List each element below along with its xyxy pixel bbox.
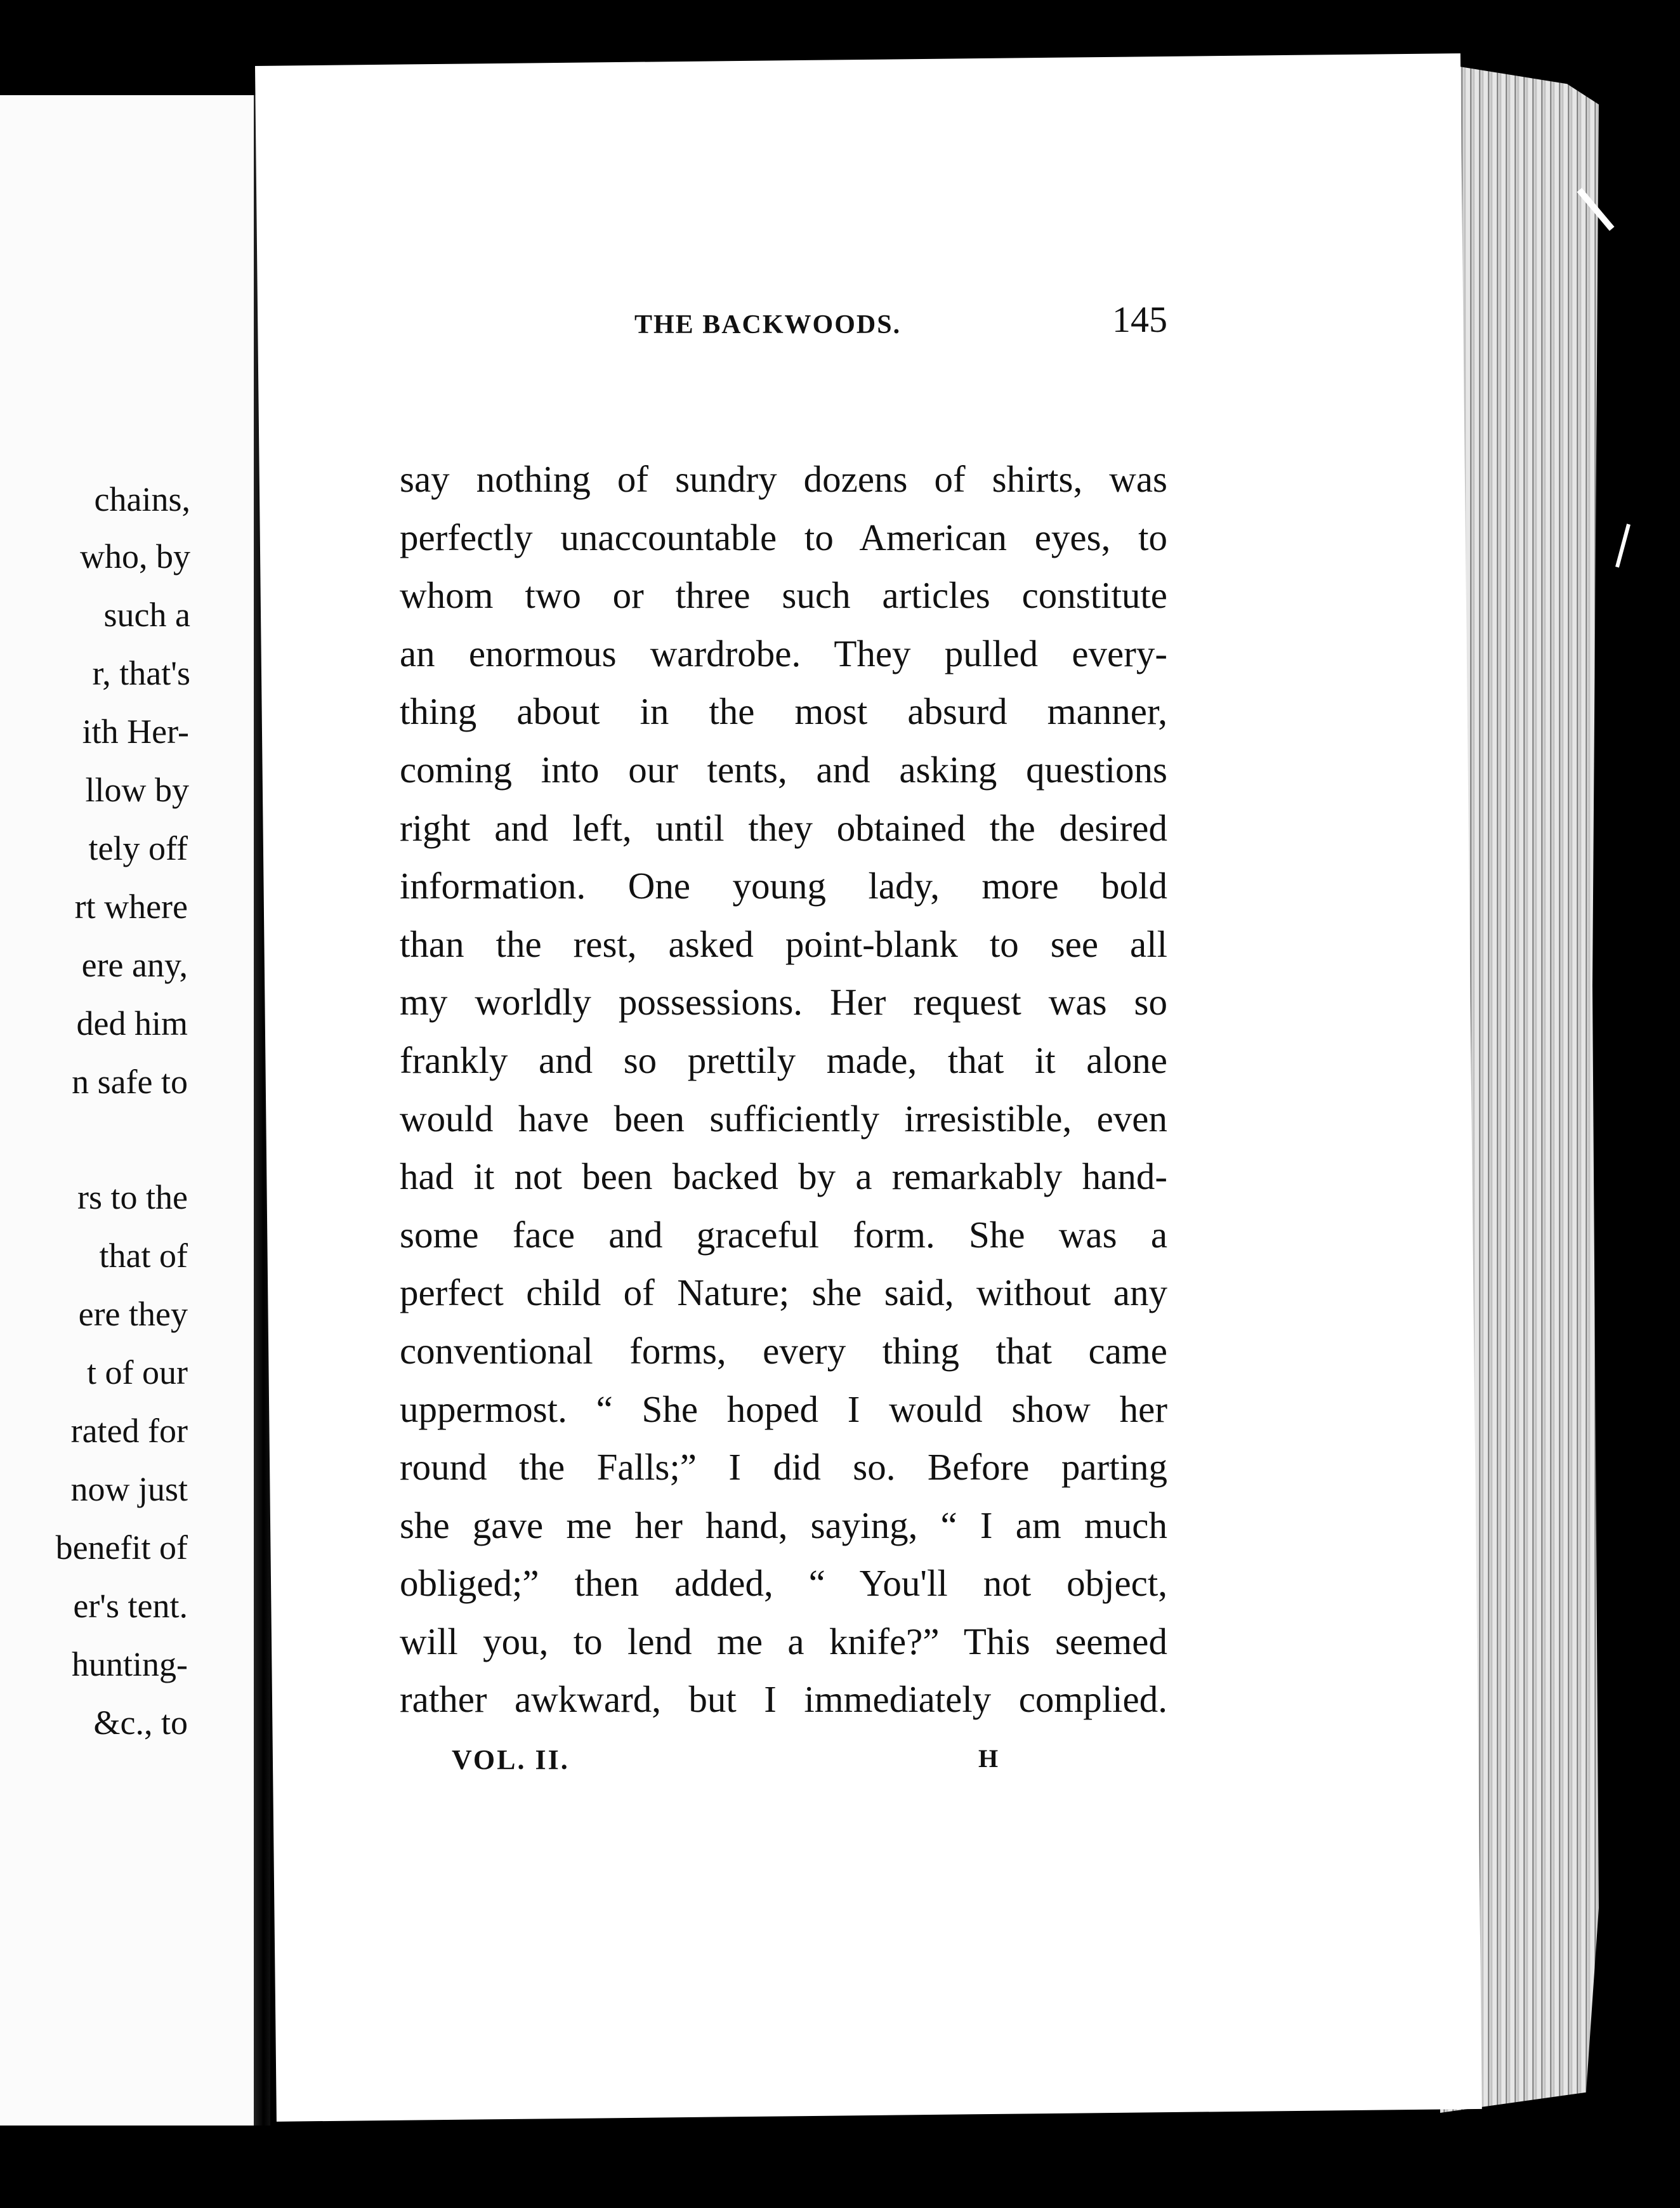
text-line: conventional forms, every thing that came (400, 1329, 1167, 1372)
text-line: frankly and so prettily made, that it alone (400, 1039, 1167, 1081)
text-line: my worldly possessions. Her request was so (400, 981, 1167, 1023)
page-footer (452, 1744, 1023, 1782)
facing-line: ere any, (81, 946, 188, 984)
gathering-mark: H (978, 1744, 999, 1773)
page-number: 145 (1112, 299, 1167, 340)
facing-line: that of (99, 1237, 188, 1275)
facing-line: r, that's (92, 654, 190, 692)
volume-signature: VOL. II. (452, 1744, 570, 1775)
facing-line: n safe to (72, 1063, 188, 1101)
facing-line: tely off (88, 829, 188, 867)
text-line: than the rest, asked point-blank to see all (400, 923, 1167, 965)
text-line: information. One young lady, more bold (400, 865, 1167, 907)
text-line: an enormous wardrobe. They pulled every- (400, 632, 1167, 674)
scan-speck (1615, 523, 1631, 567)
facing-line: ded him (76, 1004, 188, 1042)
facing-line: er's tent. (73, 1587, 188, 1625)
text-line: whom two or three such articles constitute (400, 574, 1167, 617)
text-line: round the Falls;” I did so. Before parting (400, 1446, 1167, 1488)
page-header (381, 299, 1167, 354)
text-line: perfect child of Nature; she said, without any (400, 1272, 1167, 1314)
text-line: thing about in the most absurd manner, (400, 690, 1167, 733)
text-line: obliged;” then added, “ You'll not object, (400, 1562, 1167, 1605)
facing-line: rated for (70, 1412, 188, 1450)
facing-line: hunting- (72, 1645, 188, 1683)
text-line: had it not been backed by a remarkably hand- (400, 1155, 1167, 1198)
text-line: coming into our tents, and asking questions (400, 748, 1167, 791)
facing-line: such a (103, 596, 190, 634)
facing-line: now just (70, 1470, 188, 1508)
facing-page (0, 95, 266, 2126)
text-line: say nothing of sundry dozens of shirts, was (400, 458, 1167, 500)
text-line: uppermost. “ She hoped I would show her (400, 1388, 1167, 1430)
facing-line: t of our (87, 1353, 188, 1391)
facing-line: rs to the (77, 1178, 188, 1216)
facing-line: &c., to (93, 1704, 188, 1742)
facing-line: who, by (80, 537, 190, 575)
facing-line: chains, (94, 480, 190, 518)
text-line: she gave me her hand, saying, “ I am much (400, 1504, 1167, 1546)
text-line: would have been sufficiently irresistible, even (400, 1097, 1167, 1140)
text-line: perfectly unaccountable to American eyes, to (400, 516, 1167, 558)
running-head: THE BACKWOODS. (634, 310, 902, 339)
facing-line: llow by (85, 771, 189, 809)
facing-line: rt where (74, 888, 188, 926)
text-line: rather awkward, but I immediately complied. (400, 1678, 1167, 1721)
text-line: some face and graceful form. She was a (400, 1213, 1167, 1256)
facing-line: ith Her- (82, 713, 189, 751)
body-text (400, 450, 1167, 1729)
text-line: right and left, until they obtained the desired (400, 806, 1167, 849)
facing-line: ere they (78, 1295, 188, 1333)
text-line: will you, to lend me a knife?” This seemed (400, 1620, 1167, 1662)
facing-line: benefit of (55, 1528, 188, 1567)
